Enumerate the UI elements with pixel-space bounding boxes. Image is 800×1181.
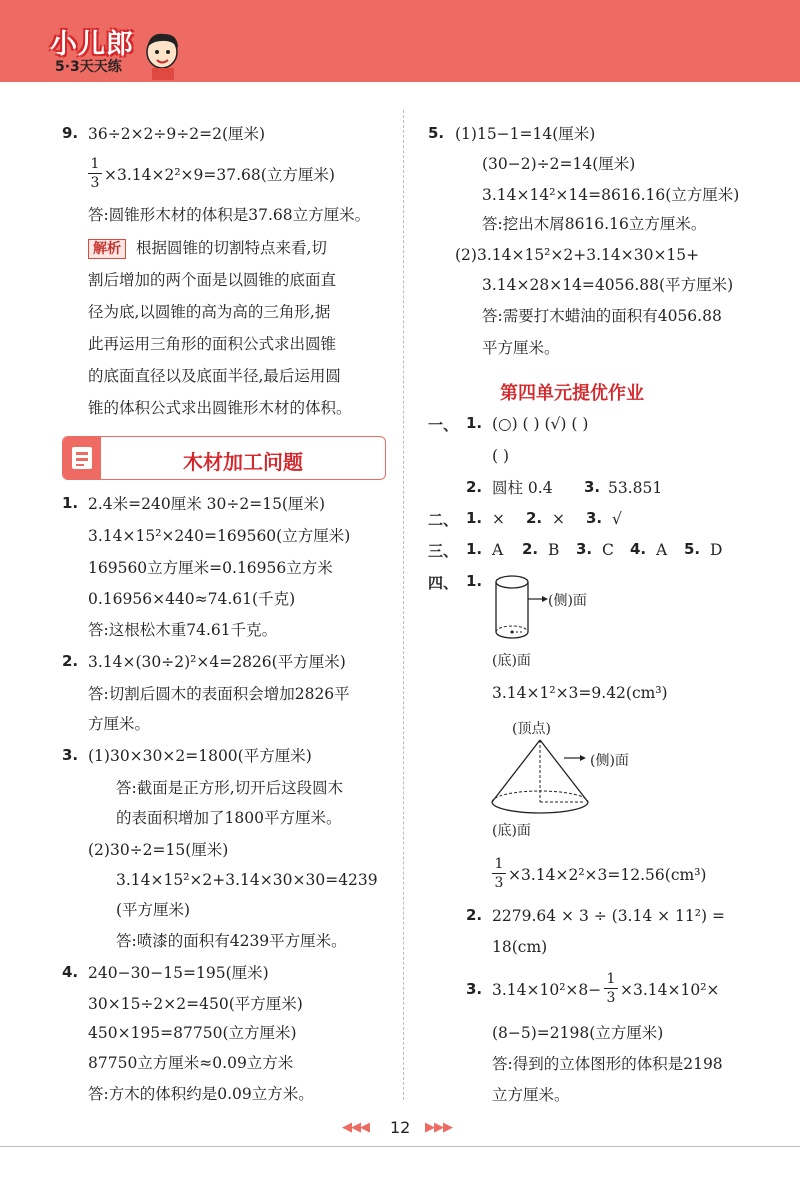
answer-line: 方厘米。 (88, 715, 151, 733)
answer-mark: × (492, 510, 505, 528)
answer-line: 0.16956×440≈74.61(千克) (88, 590, 296, 608)
part-label: 四、 (428, 574, 459, 592)
answer-line: 3.14×14²×14=8616.16(立方厘米) (482, 186, 740, 204)
mascot-icon (140, 28, 186, 80)
answer-line: 答:这根松木重74.61千克。 (88, 621, 278, 639)
fraction-top: 1 (606, 971, 616, 987)
answer-line: ( ) (492, 447, 510, 465)
fraction (88, 156, 102, 191)
answer-line: 答:圆锥形木材的体积是37.68立方厘米。 (88, 206, 371, 224)
section-header (62, 436, 386, 480)
question-number: 2. (466, 478, 483, 496)
answer-line: 2.4米=240厘米 30÷2=15(厘米) (88, 495, 326, 513)
logo-subtitle: 5·3天天练 (55, 59, 122, 75)
question-number: 4. (630, 540, 647, 558)
question-number: 4. (62, 963, 79, 981)
bottom-rule (0, 1146, 800, 1147)
question-number: 2. (466, 906, 483, 924)
question-number: 1. (466, 572, 483, 590)
fraction-top: 1 (494, 856, 504, 872)
question-number: 3. (62, 746, 79, 764)
question-number: 3. (576, 540, 593, 558)
next-arrows-icon: ▶▶▶ (425, 1120, 452, 1135)
prev-arrows-icon: ◀◀◀ (342, 1120, 369, 1135)
question-number: 9. (62, 124, 79, 142)
answer-line: (8−5)=2198(立方厘米) (492, 1024, 664, 1042)
answer-line: 立方厘米。 (492, 1086, 570, 1104)
answer-choice: B (548, 541, 560, 559)
part-label: 二、 (428, 511, 459, 529)
answer-choice: C (602, 541, 614, 559)
answer-mark: × (552, 510, 565, 528)
question-number: 1. (466, 414, 483, 432)
figure-label: (底)面 (492, 823, 531, 839)
question-number: 1. (62, 494, 79, 512)
fraction-top: 1 (90, 156, 100, 172)
answer-line: 3.14×28×14=4056.88(平方厘米) (482, 276, 734, 294)
answer-line: 答:切割后圆木的表面积会增加2826平 (88, 685, 350, 703)
analysis-line: 割后增加的两个面是以圆锥的底面直 (88, 271, 337, 289)
answer-line (104, 165, 335, 185)
answer-line: 18(cm) (492, 938, 548, 956)
part-label: 三、 (428, 542, 459, 560)
question-number: 2. (526, 509, 543, 527)
fraction (604, 971, 618, 1006)
answer-text: ×3.14×2²×9=37.68(立方厘米) (104, 166, 335, 184)
page-number: 12 (390, 1118, 411, 1137)
analysis-line: 此再运用三角形的面积公式求出圆锥 (88, 335, 337, 353)
answer-line: 圆柱 0.4 (492, 479, 553, 497)
analysis-tag: 解析 (88, 239, 126, 259)
question-number: 3. (466, 980, 483, 998)
answer-line: 答:截面是正方形,切开后这段圆木 (116, 779, 344, 797)
answer-line: 87750立方厘米≈0.09立方米 (88, 1054, 294, 1072)
question-number: 2. (522, 540, 539, 558)
question-number: 1. (466, 509, 483, 527)
answer-line: 36÷2×2÷9÷2=2(厘米) (88, 125, 266, 143)
answer-line: 240−30−15=195(厘米) (88, 964, 269, 982)
answer-line: 169560立方厘米=0.16956立方米 (88, 559, 333, 577)
answer-line: 3.14×(30÷2)²×4=2826(平方厘米) (88, 653, 346, 671)
question-number: 5. (684, 540, 701, 558)
analysis-line (88, 238, 327, 259)
fraction (492, 856, 506, 891)
column-divider (403, 110, 404, 1100)
cone-figure (488, 736, 608, 820)
part-label: 一、 (428, 416, 459, 434)
answer-choice: D (710, 541, 723, 559)
answer-line: (○) ( ) (√) ( ) (492, 415, 589, 433)
question-number: 3. (586, 509, 603, 527)
answer-line: 30×15÷2×2=450(平方厘米) (88, 995, 303, 1013)
fraction-bottom: 3 (606, 990, 616, 1006)
answer-line: 答:方木的体积约是0.09立方米。 (88, 1085, 314, 1103)
analysis-line: 的底面直径以及底面半径,最后运用圆 (88, 367, 341, 385)
answer-line: (1)30×30×2=1800(平方厘米) (88, 747, 312, 765)
analysis-line: 径为底,以圆锥的高为高的三角形,据 (88, 303, 331, 321)
answer-line: 平方厘米。 (482, 339, 560, 357)
answer-line: 答:喷漆的面积有4239平方厘米。 (116, 932, 347, 950)
section-title: 木材加工问题 (183, 450, 303, 474)
answer-line: ×3.14×2²×3=12.56(cm³) (508, 866, 707, 884)
answer-line: 450×195=87750(立方厘米) (88, 1024, 297, 1042)
figure-label: (顶点) (512, 721, 551, 737)
figure-label: (侧)面 (548, 593, 587, 609)
answer-line: (30−2)÷2=14(厘米) (482, 155, 636, 173)
answer-line: 3.14×15²×240=169560(立方厘米) (88, 527, 351, 545)
answer-line: (2)3.14×15²×2+3.14×30×15+ (455, 246, 700, 264)
answer-line: 3.14×15²×2+3.14×30×30=4239 (116, 871, 378, 889)
analysis-line: 锥的体积公式求出圆锥形木材的体积。 (88, 399, 352, 417)
section-icon (63, 437, 101, 479)
question-number: 3. (584, 478, 601, 496)
answer-line: 2279.64 × 3 ÷ (3.14 × 11²) = (492, 907, 725, 925)
question-number: 5. (428, 124, 445, 142)
answer-line: 3.14×10²×8− (492, 981, 602, 999)
answer-choice: A (656, 541, 668, 559)
figure-label: (底)面 (492, 653, 531, 669)
answer-line: ×3.14×10²× (620, 981, 720, 999)
answer-line: (1)15−1=14(厘米) (455, 125, 596, 143)
question-number: 2. (62, 652, 79, 670)
answer-line: 答:得到的立体图形的体积是2198 (492, 1055, 723, 1073)
unit-title: 第四单元提优作业 (500, 383, 644, 404)
answer-line: 答:需要打木蜡油的面积有4056.88 (482, 307, 722, 325)
answer-choice: A (492, 541, 504, 559)
figure-label: (侧)面 (590, 753, 629, 769)
answer-line: (平方厘米) (116, 901, 191, 919)
answer-line: 答:挖出木屑8616.16立方厘米。 (482, 215, 707, 233)
answer-line: 3.14×1²×3=9.42(cm³) (492, 684, 668, 702)
analysis-text: 根据圆锥的切割特点来看,切 (136, 239, 327, 257)
answer-line: (2)30÷2=15(厘米) (88, 841, 229, 859)
fraction-bottom: 3 (494, 875, 504, 891)
answer-line: 的表面积增加了1800平方厘米。 (116, 809, 342, 827)
answer-mark: √ (612, 510, 622, 528)
answer-line: 53.851 (608, 479, 663, 497)
logo-title: 小儿郎 (50, 29, 134, 60)
question-number: 1. (466, 540, 483, 558)
fraction-bottom: 3 (90, 175, 100, 191)
